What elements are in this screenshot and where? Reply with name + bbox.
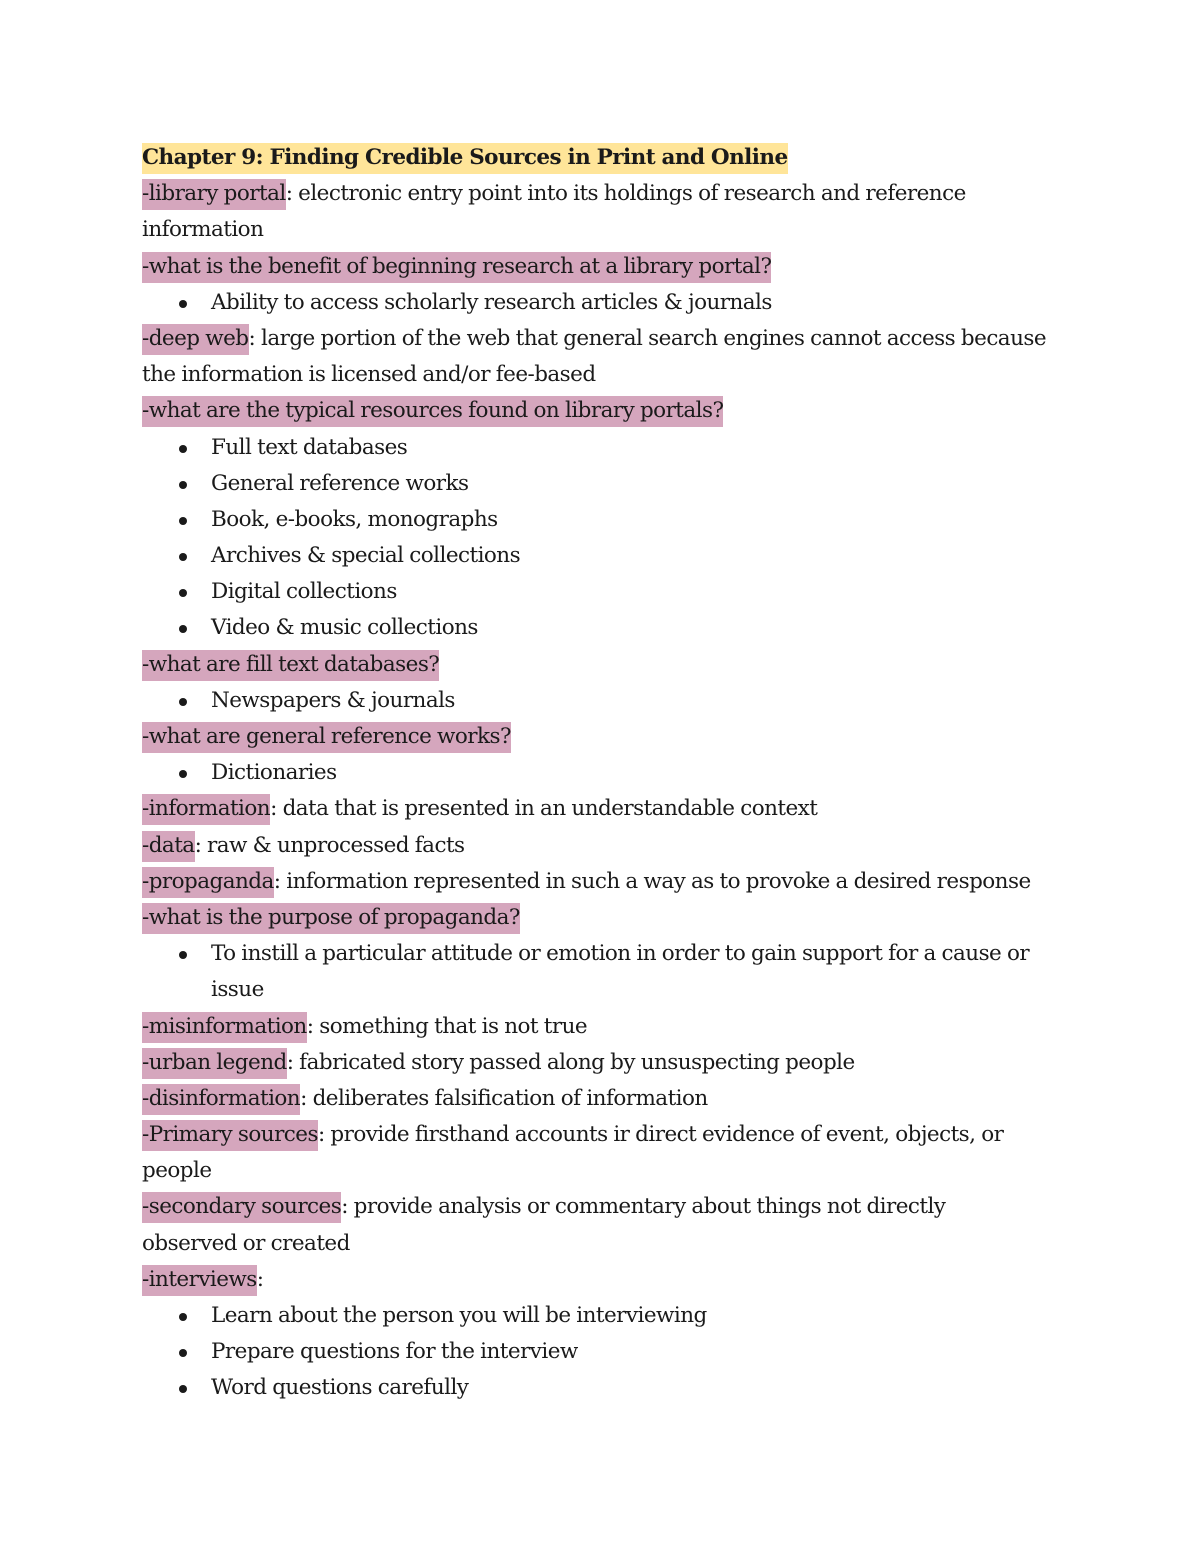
entry-urban-legend <box>142 1045 1082 1081</box>
bullet-icon <box>179 951 187 959</box>
entry-primary-sources-cont <box>142 1153 1082 1189</box>
entry-disinformation <box>142 1081 1082 1117</box>
entry-library-portal <box>142 176 1082 212</box>
definition-library-portal-cont: information <box>142 217 264 243</box>
chapter-title-line <box>142 140 1082 176</box>
bullet-item <box>142 466 1082 502</box>
entry-library-portal-cont <box>142 212 1082 248</box>
entry-propaganda <box>142 864 1082 900</box>
term-urban-legend: -urban legend <box>142 1048 287 1079</box>
bullet-text: General reference works <box>211 470 469 496</box>
definition-library-portal: : electronic entry point into its holdings of research and reference <box>285 181 966 207</box>
entry-primary-sources <box>142 1117 1082 1153</box>
definition-urban-legend: : fabricated story passed along by unsuspecting people <box>286 1049 855 1075</box>
term-interviews: -interviews <box>142 1265 257 1296</box>
bullet-icon <box>179 1385 187 1393</box>
definition-interviews: : <box>256 1266 264 1292</box>
bullet-icon <box>179 770 187 778</box>
entry-data <box>142 828 1082 864</box>
bullet-text: Word questions carefully <box>211 1375 469 1401</box>
bullet-item <box>142 538 1082 574</box>
definition-primary-sources: : provide firsthand accounts ir direct evidence of event, objects, or <box>317 1122 1004 1148</box>
term-library-portal: -library portal <box>142 179 286 210</box>
term-data: -data <box>142 831 195 862</box>
bullet-item <box>142 755 1082 791</box>
bullet-item <box>142 683 1082 719</box>
term-misinformation: -misinformation <box>142 1012 307 1043</box>
bullet-text: Dictionaries <box>211 760 337 786</box>
definition-secondary-sources-cont: observed or created <box>142 1230 350 1256</box>
definition-secondary-sources: : provide analysis or commentary about things not directly <box>341 1194 946 1220</box>
bullet-text: Ability to access scholarly research articles & journals <box>211 289 772 315</box>
bullet-item <box>142 502 1082 538</box>
bullet-item <box>142 936 1082 972</box>
bullet-text: Prepare questions for the interview <box>211 1339 578 1365</box>
definition-data: : raw & unprocessed facts <box>194 832 465 858</box>
bullet-text: Archives & special collections <box>211 543 521 569</box>
bullet-icon <box>179 481 187 489</box>
bullet-icon <box>179 589 187 597</box>
definition-deep-web: : large portion of the web that general search engines cannot access because <box>248 325 1047 351</box>
bullet-text: Full text databases <box>211 434 408 460</box>
term-propaganda: -propaganda <box>142 867 274 898</box>
entry-secondary-sources-cont <box>142 1226 1082 1262</box>
bullet-icon <box>179 445 187 453</box>
entry-information <box>142 791 1082 827</box>
question-fill-text: -what are fill text databases? <box>142 650 439 681</box>
document-page <box>142 140 1082 1407</box>
bullet-icon <box>179 300 187 308</box>
definition-disinformation: : deliberates falsification of information <box>300 1085 708 1111</box>
bullet-item <box>142 1298 1082 1334</box>
bullet-text: Learn about the person you will be interviewing <box>211 1303 707 1328</box>
entry-misinformation <box>142 1009 1082 1045</box>
term-disinformation: -disinformation <box>142 1084 300 1115</box>
bullet-item <box>142 430 1082 466</box>
bullet-item <box>142 574 1082 610</box>
entry-deep-web <box>142 321 1082 357</box>
definition-misinformation: : something that is not true <box>306 1013 588 1039</box>
bullet-text-cont: issue <box>211 977 264 1003</box>
bullet-icon <box>179 625 187 633</box>
term-primary-sources: -Primary sources <box>142 1120 318 1151</box>
bullet-item <box>142 1334 1082 1370</box>
entry-interviews <box>142 1262 1082 1298</box>
bullet-icon <box>179 1313 187 1321</box>
bullet-text: Book, e-books, monographs <box>211 506 498 532</box>
bullet-item <box>142 610 1082 646</box>
question-propaganda: -what is the purpose of propaganda? <box>142 903 520 934</box>
question-benefit: -what is the benefit of beginning research at a library portal? <box>142 252 771 283</box>
definition-information: : data that is presented in an understandable context <box>270 796 818 822</box>
bullet-text: Newspapers & journals <box>211 687 455 713</box>
bullet-text: Digital collections <box>211 579 397 605</box>
chapter-title: Chapter 9: Finding Credible Sources in Print and Online <box>142 143 788 174</box>
question-fill-text-line <box>142 647 1082 683</box>
question-resources: -what are the typical resources found on library portals? <box>142 396 723 427</box>
question-resources-line <box>142 393 1082 429</box>
question-general-ref-line <box>142 719 1082 755</box>
bullet-text: To instill a particular attitude or emotion in order to gain support for a cause or <box>211 941 1030 967</box>
question-general-ref: -what are general reference works? <box>142 722 511 753</box>
bullet-icon <box>179 553 187 561</box>
term-secondary-sources: -secondary sources <box>142 1192 341 1223</box>
definition-primary-sources-cont: people <box>142 1158 212 1184</box>
bullet-item <box>142 285 1082 321</box>
bullet-icon <box>179 698 187 706</box>
definition-propaganda: : information represented in such a way as to provoke a desired response <box>273 868 1031 894</box>
bullet-text: Video & music collections <box>211 615 478 641</box>
bullet-item <box>142 1370 1082 1406</box>
term-information: -information <box>142 794 270 825</box>
definition-deep-web-cont: the information is licensed and/or fee-based <box>142 362 596 388</box>
bullet-icon <box>179 1349 187 1357</box>
question-propaganda-line <box>142 900 1082 936</box>
term-deep-web: -deep web <box>142 324 249 355</box>
bullet-item-cont <box>142 972 1082 1008</box>
bullet-icon <box>179 517 187 525</box>
entry-deep-web-cont <box>142 357 1082 393</box>
question-benefit-line <box>142 249 1082 285</box>
entry-secondary-sources <box>142 1189 1082 1225</box>
